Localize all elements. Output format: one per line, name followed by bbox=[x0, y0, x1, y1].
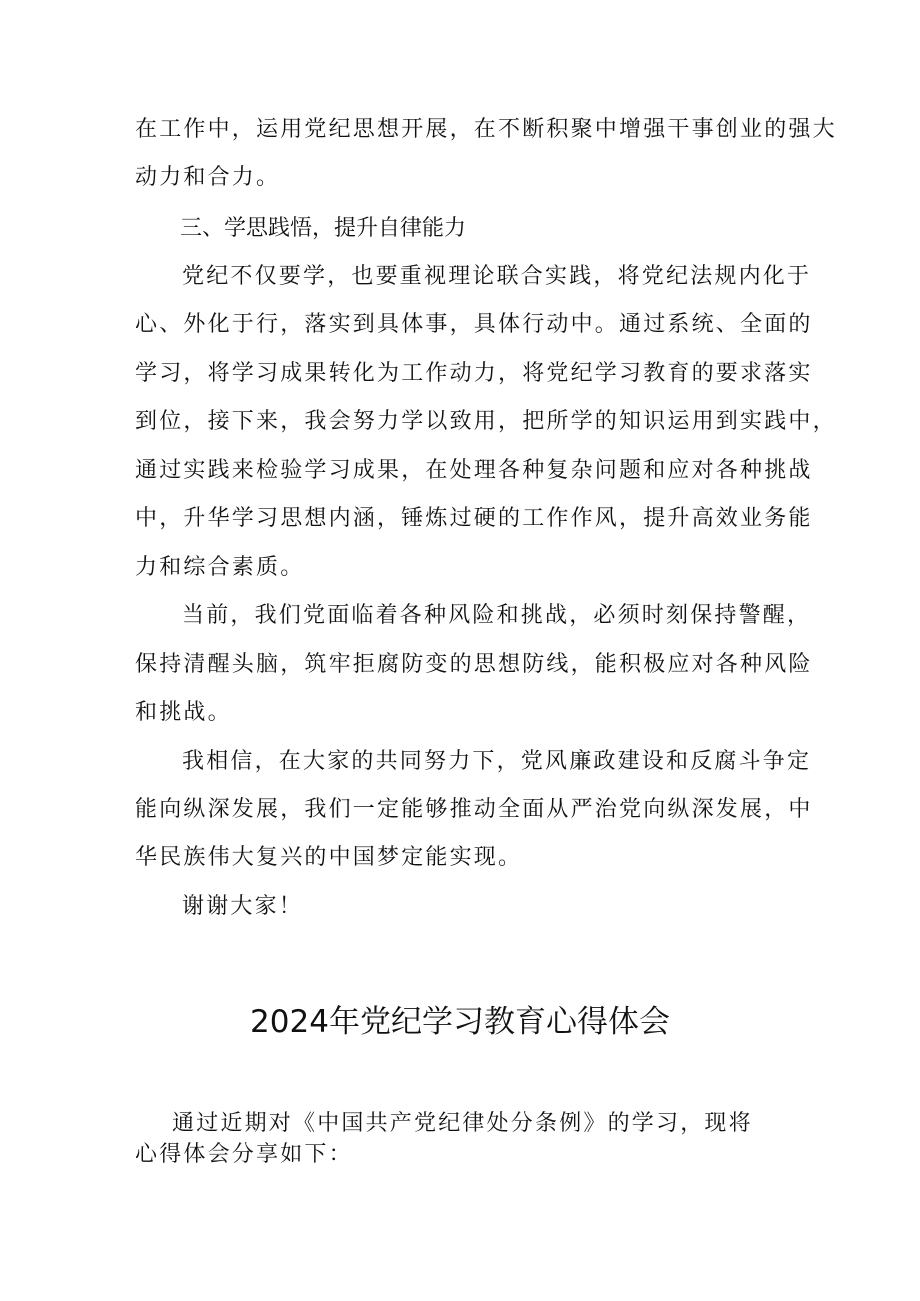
paragraph-line: 学习，将学习成果转化为工作动力，将党纪学习教育的要求落实 bbox=[135, 361, 813, 386]
paragraph-line: 通过实践来检验学习成果，在处理各种复杂问题和应对各种挑战 bbox=[135, 458, 813, 483]
document-title: 2024年党纪学习教育心得体会 bbox=[250, 1004, 670, 1040]
paragraph-line: 动力和合力。 bbox=[135, 165, 281, 190]
paragraph-line: 通过近期对《中国共产党纪律处分条例》的学习，现将 bbox=[172, 1111, 753, 1136]
paragraph-line: 力和综合素质。 bbox=[135, 555, 305, 580]
paragraph-line: 中，升华学习思想内涵，锤炼过硬的工作作风，提升高效业务能 bbox=[135, 506, 813, 531]
paragraph-line: 能向纵深发展，我们一定能够推动全面从严治党向纵深发展，中 bbox=[135, 797, 813, 822]
paragraph-line: 保持清醒头脑，筑牢拒腐防变的思想防线，能积极应对各种风险 bbox=[135, 652, 813, 677]
paragraph-line: 在工作中，运用党纪思想开展，在不断积聚中增强干事创业的强大 bbox=[135, 117, 837, 142]
paragraph-line: 党纪不仅要学，也要重视理论联合实践，将党纪法规内化于 bbox=[182, 264, 812, 289]
paragraph-line: 心得体会分享如下： bbox=[135, 1142, 353, 1167]
paragraph-line: 华民族伟大复兴的中国梦定能实现。 bbox=[135, 845, 523, 870]
paragraph-line: 当前，我们党面临着各种风险和挑战，必须时刻保持警醒， bbox=[182, 603, 812, 628]
closing-line: 谢谢大家！ bbox=[182, 894, 304, 919]
paragraph-line: 和挑战。 bbox=[135, 700, 232, 725]
section-heading: 三、学思践悟，提升自律能力 bbox=[180, 216, 467, 241]
paragraph-line: 心、外化于行，落实到具体事，具体行动中。通过系统、全面的 bbox=[135, 312, 813, 337]
paragraph-line: 到位，接下来，我会努力学以致用，把所学的知识运用到实践中， bbox=[135, 409, 837, 434]
paragraph-line: 我相信，在大家的共同努力下，党风廉政建设和反腐斗争定 bbox=[182, 749, 812, 774]
